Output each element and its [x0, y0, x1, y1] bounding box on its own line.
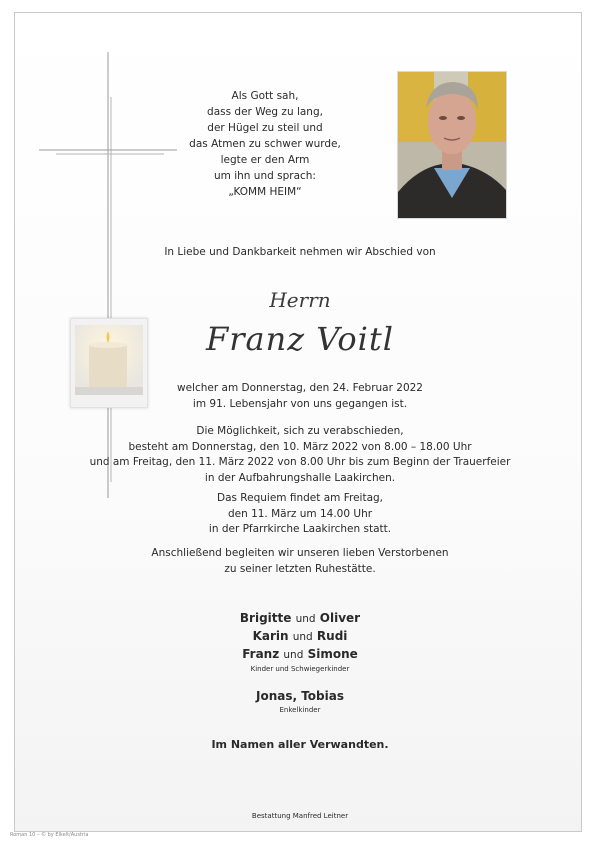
poem-line: dass der Weg zu lang,: [207, 106, 323, 118]
family-member: Oliver: [319, 611, 361, 625]
text-line: Das Requiem findet am Freitag,: [216, 492, 384, 504]
text-line: den 11. März um 14.00 Uhr: [227, 507, 373, 520]
deceased-name: Franz Voitl: [206, 320, 394, 358]
children-list: [0, 610, 600, 674]
poem-line: Als Gott sah,: [231, 90, 299, 102]
burial-info: [0, 546, 600, 577]
text-line: in der Aufbahrungshalle Laakirchen.: [204, 471, 396, 484]
text-line: und am Freitag, den 11. März 2022 von 8.00 Uhr bis zum Beginn der Trauerfeier: [89, 456, 511, 468]
death-notice: [0, 381, 600, 412]
text-line: Die Möglichkeit, sich zu verabschieden,: [196, 425, 404, 437]
poem-line: um ihn und sprach:: [214, 170, 316, 182]
family-member: Simone: [307, 647, 358, 661]
and-word: und: [292, 631, 313, 643]
text-line: welcher am Donnerstag, den 24. Februar 2022: [177, 382, 423, 394]
poem-line: „KOMM HEIM“: [228, 186, 302, 198]
poem-line: legte er den Arm: [220, 154, 310, 166]
couple-line: [0, 646, 600, 664]
couple-line: [0, 610, 600, 628]
couple-line: [0, 628, 600, 646]
children-label: Kinder und Schwiegerkinder: [250, 665, 350, 673]
funeral-home: Bestattung Manfred Leitner: [251, 812, 349, 820]
family-member: Rudi: [316, 629, 348, 643]
grandchildren: Jonas, Tobias: [255, 689, 344, 703]
poem-line: der Hügel zu steil und: [207, 122, 323, 134]
text-line: in der Pfarrkirche Laakirchen statt.: [208, 523, 392, 535]
family-member: Franz: [242, 647, 280, 661]
text-line: zu seiner letzten Ruhestätte.: [224, 562, 376, 575]
text-line: Anschließend begleiten wir unseren lieben Verstorbenen: [151, 547, 449, 559]
viewing-info: [0, 424, 600, 486]
salutation: Herrn: [269, 288, 331, 312]
text-line: im 91. Lebensjahr von uns gegangen ist.: [192, 397, 408, 410]
text-line: besteht am Donnerstag, den 10. März 2022 von 8.00 – 18.00 Uhr: [128, 440, 472, 453]
poem: [175, 88, 355, 200]
intro-text: In Liebe und Dankbarkeit nehmen wir Abschied von: [164, 246, 436, 258]
and-word: und: [283, 649, 304, 661]
requiem-info: [0, 491, 600, 538]
family-member: Brigitte: [239, 611, 292, 625]
grandchildren-label: Enkelkinder: [279, 706, 321, 714]
closing-text: Im Namen aller Verwandten.: [211, 738, 389, 751]
template-credit: Roman 10 – © by Elkelt/Austria: [10, 832, 89, 838]
poem-line: das Atmen zu schwer wurde,: [189, 138, 341, 150]
portrait-photo: [397, 71, 507, 219]
family-member: Karin: [252, 629, 289, 643]
and-word: und: [295, 613, 316, 625]
